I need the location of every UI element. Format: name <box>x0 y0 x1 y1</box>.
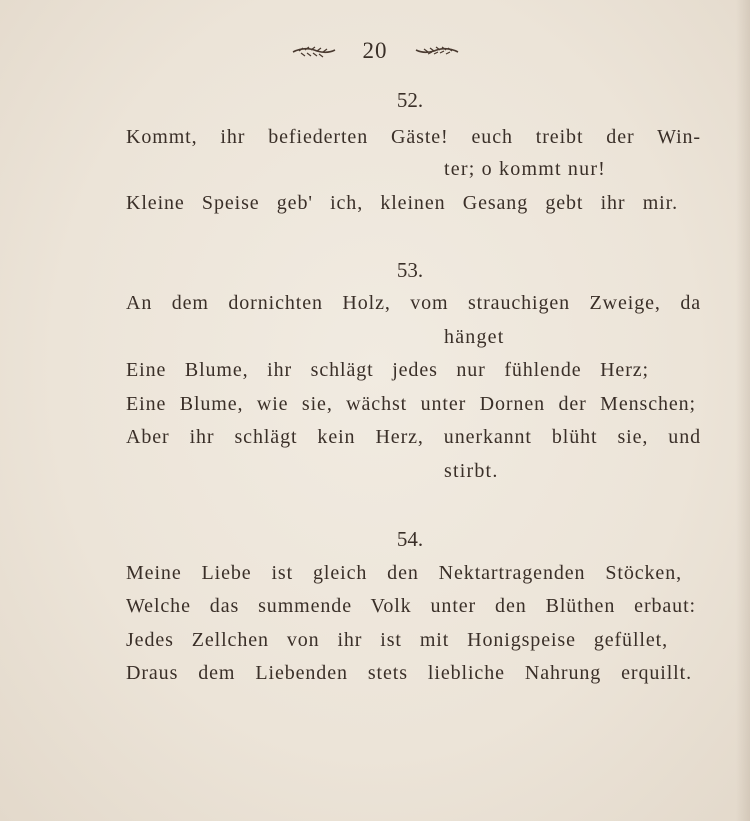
leaf-ornament-icon <box>414 40 460 65</box>
poem-line: Welche das summende Volk unter den Blüthen erbaut: <box>126 595 696 617</box>
poem-line: Jedes Zellchen von ihr ist mit Honigspeise gefüllet, <box>126 629 668 651</box>
poem-line: An dem dornichten Holz, vom strauchigen Zweige, da <box>126 292 701 314</box>
poem-line: Kleine Speise geb' ich, kleinen Gesang gebt ihr mir. <box>126 192 678 214</box>
page-edge-shadow <box>736 0 750 821</box>
poem-line: Aber ihr schlägt kein Herz, unerkannt blüht sie, und <box>126 426 701 448</box>
poem-line-continuation: stirbt. <box>444 460 499 482</box>
page-number: 20 <box>362 38 388 63</box>
poem-line: Eine Blume, ihr schlägt jedes nur fühlende Herz; <box>126 359 649 381</box>
poem-line: Kommt, ihr befiederten Gäste! euch treibt der Win- <box>126 126 701 148</box>
page-header <box>0 38 750 65</box>
poem-line-continuation: hänget <box>444 326 505 348</box>
poem-line: Eine Blume, wie sie, wächst unter Dornen der Menschen; <box>126 393 696 415</box>
poem-number: 52. <box>396 88 424 112</box>
poem-line: Meine Liebe ist gleich den Nektartragenden Stöcken, <box>126 562 682 584</box>
leaf-ornament-icon <box>291 40 337 65</box>
poem-line: Draus dem Liebenden stets liebliche Nahrung erquillt. <box>126 662 692 684</box>
poem-number: 53. <box>396 258 424 282</box>
poem-line-continuation: ter; o kommt nur! <box>444 158 607 180</box>
poem-number: 54. <box>396 527 424 551</box>
